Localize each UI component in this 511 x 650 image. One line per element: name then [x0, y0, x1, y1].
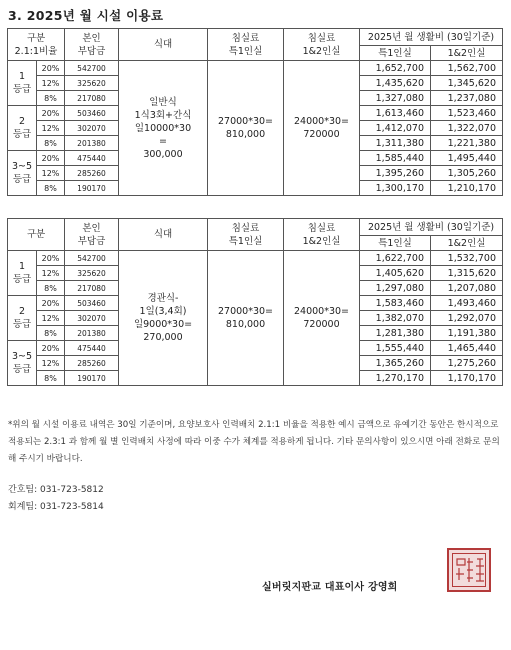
- living-cost-single: 1,652,700: [360, 61, 431, 76]
- living-cost-single: 1,435,620: [360, 76, 431, 91]
- living-cost-single: 1,297,080: [360, 281, 431, 296]
- room-double-cost: 24000*30= 720000: [284, 61, 360, 196]
- copay-amount: 217080: [65, 281, 119, 296]
- copay-amount: 503460: [65, 296, 119, 311]
- copay-amount: 475440: [65, 341, 119, 356]
- living-cost-double: 1,292,070: [431, 311, 503, 326]
- grade-label: 1 등급: [8, 61, 37, 106]
- header-room-double: 침실료 1&2인실: [284, 219, 360, 251]
- living-cost-double: 1,495,440: [431, 151, 503, 166]
- living-cost-double: 1,305,260: [431, 166, 503, 181]
- header-room-double: 침실료 1&2인실: [284, 29, 360, 61]
- living-cost-single: 1,382,070: [360, 311, 431, 326]
- room-double-cost: 24000*30= 720000: [284, 251, 360, 386]
- copay-rate: 12%: [37, 76, 65, 91]
- grade-label: 3~5 등급: [8, 341, 37, 386]
- copay-amount: 302070: [65, 311, 119, 326]
- living-cost-double: 1,275,260: [431, 356, 503, 371]
- header-grade-label: 구분: [26, 229, 46, 240]
- living-cost-single: 1,405,620: [360, 266, 431, 281]
- copay-rate: 20%: [37, 296, 65, 311]
- header-living-single: 특1인실: [360, 46, 431, 61]
- copay-rate: 12%: [37, 356, 65, 371]
- header-meal: 식대: [119, 29, 208, 61]
- grade-label: 1 등급: [8, 251, 37, 296]
- living-cost-single: 1,395,260: [360, 166, 431, 181]
- header-living-single: 특1인실: [360, 236, 431, 251]
- living-cost-single: 1,300,170: [360, 181, 431, 196]
- contact-nursing: 간호팀: 031-723-5812: [8, 485, 104, 495]
- living-cost-single: 1,365,260: [360, 356, 431, 371]
- living-cost-single: 1,327,080: [360, 91, 431, 106]
- living-cost-double: 1,532,700: [431, 251, 503, 266]
- header-living-double: 1&2인실: [431, 236, 503, 251]
- living-cost-single: 1,583,460: [360, 296, 431, 311]
- company-seal: [447, 548, 491, 592]
- copay-rate: 20%: [37, 341, 65, 356]
- living-cost-double: 1,191,380: [431, 326, 503, 341]
- room-single-cost: 27000*30= 810,000: [208, 61, 284, 196]
- fee-table-regular-meal: [7, 28, 503, 196]
- living-cost-single: 1,270,170: [360, 371, 431, 386]
- copay-amount: 503460: [65, 106, 119, 121]
- living-cost-single: 1,281,380: [360, 326, 431, 341]
- page-title: 3. 2025년 월 시설 이용료: [8, 8, 164, 23]
- copay-rate: 8%: [37, 281, 65, 296]
- copay-amount: 190170: [65, 371, 119, 386]
- copay-amount: 542700: [65, 251, 119, 266]
- living-cost-single: 1,622,700: [360, 251, 431, 266]
- header-meal: 식대: [119, 219, 208, 251]
- living-cost-double: 1,210,170: [431, 181, 503, 196]
- header-copay: 본인 부담금: [65, 29, 119, 61]
- header-room-single: 침실료 특1인실: [208, 219, 284, 251]
- copay-amount: 190170: [65, 181, 119, 196]
- copay-rate: 12%: [37, 266, 65, 281]
- grade-label: 2 등급: [8, 296, 37, 341]
- grade-label: 2 등급: [8, 106, 37, 151]
- living-cost-single: 1,585,440: [360, 151, 431, 166]
- living-cost-double: 1,170,170: [431, 371, 503, 386]
- copay-rate: 12%: [37, 311, 65, 326]
- copay-rate: 8%: [37, 371, 65, 386]
- living-cost-double: 1,221,380: [431, 136, 503, 151]
- living-cost-single: 1,311,380: [360, 136, 431, 151]
- copay-amount: 475440: [65, 151, 119, 166]
- copay-amount: 302070: [65, 121, 119, 136]
- living-cost-double: 1,523,460: [431, 106, 503, 121]
- copay-rate: 20%: [37, 61, 65, 76]
- living-cost-double: 1,322,070: [431, 121, 503, 136]
- living-cost-double: 1,345,620: [431, 76, 503, 91]
- copay-rate: 20%: [37, 251, 65, 266]
- living-cost-double: 1,465,440: [431, 341, 503, 356]
- living-cost-double: 1,237,080: [431, 91, 503, 106]
- living-cost-single: 1,613,460: [360, 106, 431, 121]
- contact-accounting: 회계팀: 031-723-5814: [8, 502, 104, 512]
- copay-rate: 8%: [37, 91, 65, 106]
- header-room-single: 침실료 특1인실: [208, 29, 284, 61]
- copay-amount: 325620: [65, 266, 119, 281]
- living-cost-double: 1,493,460: [431, 296, 503, 311]
- copay-rate: 8%: [37, 326, 65, 341]
- copay-amount: 201380: [65, 326, 119, 341]
- copay-rate: 20%: [37, 106, 65, 121]
- copay-amount: 201380: [65, 136, 119, 151]
- copay-amount: 325620: [65, 76, 119, 91]
- copay-amount: 285260: [65, 356, 119, 371]
- meal-cost: 경관식- 1일(3,4회) 일9000*30= 270,000: [119, 251, 208, 386]
- grade-label: 3~5 등급: [8, 151, 37, 196]
- header-grade-ratio: 2.1:1비율: [14, 45, 58, 57]
- copay-rate: 8%: [37, 181, 65, 196]
- header-living-cost: 2025년 월 생활비 (30일기준): [360, 219, 503, 236]
- copay-rate: 12%: [37, 121, 65, 136]
- fee-table-tube-meal: [7, 218, 503, 386]
- header-copay: 본인 부담금: [65, 219, 119, 251]
- header-grade: [8, 29, 65, 61]
- fee-note: *위의 월 시설 이용료 내역은 30일 기준이며, 요양보호사 인력배치 2.1:1 비율을 적용한 예시 금액으로 유예기간 동안은 한시적으로 적용되는 2.3:1 과 함께 월 별 인력배치 사정에 따라 이중 수가 체계를 적용하게 됩니다. 기타 문의사항이 있으시면 아래 전화로 문의 해 주시기 바랍니다.: [8, 420, 500, 464]
- living-cost-double: 1,315,620: [431, 266, 503, 281]
- copay-amount: 285260: [65, 166, 119, 181]
- signature-line: 실버릿지판교 대표이사 강영희: [262, 582, 398, 593]
- header-living-double: 1&2인실: [431, 46, 503, 61]
- living-cost-single: 1,412,070: [360, 121, 431, 136]
- living-cost-double: 1,207,080: [431, 281, 503, 296]
- header-grade: [8, 219, 65, 251]
- room-single-cost: 27000*30= 810,000: [208, 251, 284, 386]
- copay-amount: 542700: [65, 61, 119, 76]
- living-cost-single: 1,555,440: [360, 341, 431, 356]
- copay-amount: 217080: [65, 91, 119, 106]
- header-grade-label: 구분: [26, 32, 46, 44]
- meal-cost: 일반식 1식3회+간식 일10000*30 = 300,000: [119, 61, 208, 196]
- copay-rate: 20%: [37, 151, 65, 166]
- copay-rate: 8%: [37, 136, 65, 151]
- copay-rate: 12%: [37, 166, 65, 181]
- living-cost-double: 1,562,700: [431, 61, 503, 76]
- header-living-cost: 2025년 월 생활비 (30일기준): [360, 29, 503, 46]
